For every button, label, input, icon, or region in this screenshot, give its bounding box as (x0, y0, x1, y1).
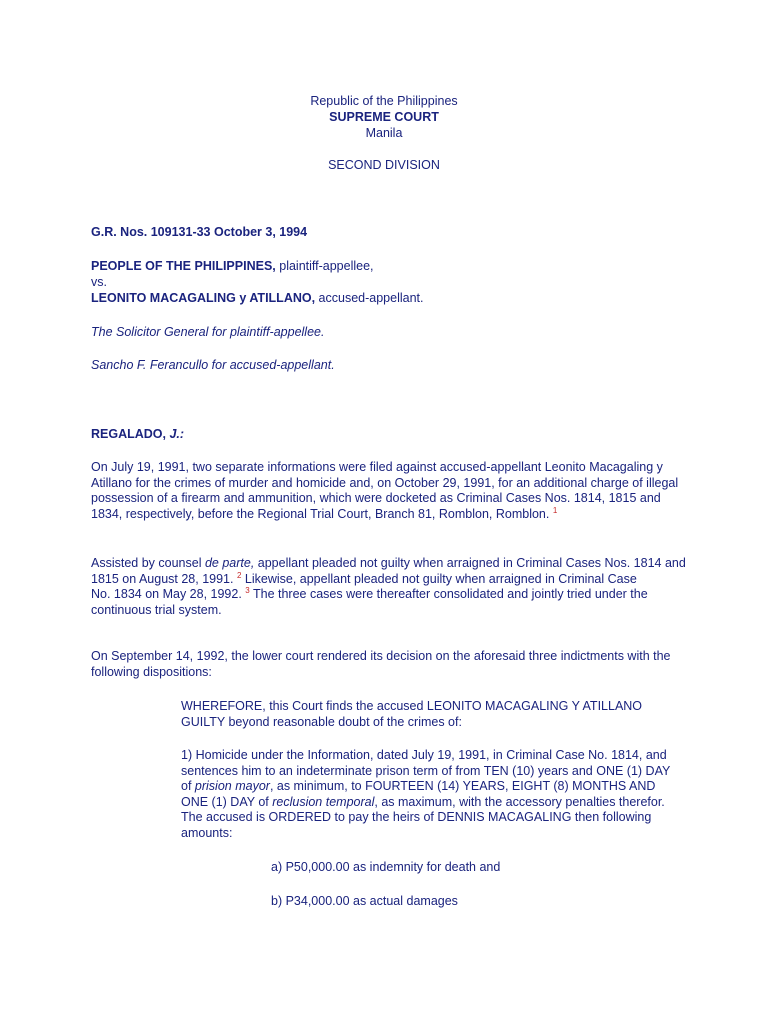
counsel-plaintiff: The Solicitor General for plaintiff-appellee. (91, 325, 325, 339)
counsel-accused: Sancho F. Ferancullo for accused-appellant. (91, 358, 335, 372)
ponente (91, 427, 691, 443)
quote-wherefore: WHEREFORE, this Court finds the accused LEONITO MACAGALING Y ATILLANO GUILTY beyond reasonable doubt of the crimes of: (181, 699, 643, 729)
paragraph-2-text-a: Assisted by counsel (91, 556, 205, 570)
ponente-title: J.: (169, 427, 185, 441)
accused-role: accused-appellant. (315, 291, 424, 305)
paragraph-2-text-e: The three cases were thereafter consolidated and jointly tried under the continuous trial system. (91, 587, 648, 617)
case-number: G.R. Nos. 109131-33 October 3, 1994 (91, 225, 308, 239)
quote-sub-a: a) P50,000.00 as indemnity for death and (271, 860, 501, 874)
footnote-2-link[interactable]: 2 (236, 570, 242, 580)
paragraph-2-text-b: appellant pleaded not guilty when arraigned in Criminal Cases Nos. 1814 and 1815 on August 28, 1991. (91, 556, 686, 586)
accused-line (91, 291, 691, 307)
court-name: SUPREME COURT (329, 110, 439, 124)
quote-item-1-text-a: 1) Homicide under the Information, dated July 19, 1991, in Criminal Case No. 1814, and sentences him to an indeterminate prison term of from TEN (10) years and ONE (1) DAY of (181, 748, 671, 793)
paragraph-2-text-c: Likewise, appellant pleaded not guilty when arraigned in Criminal Case (241, 571, 637, 586)
court-city: Manila (365, 126, 403, 140)
ponente-name: REGALADO, (91, 427, 170, 441)
plaintiff-line (91, 259, 691, 275)
plaintiff-name: PEOPLE OF THE PHILIPPINES, (91, 259, 276, 273)
footnote-3-link[interactable]: 3 (245, 585, 250, 595)
quote-item-1-text-b: , as minimum, to FOURTEEN (14) YEARS, EIGHT (8) MONTHS AND ONE (1) DAY of (181, 779, 656, 809)
republic-line: Republic of the Philippines (310, 94, 458, 108)
quote-item-1 (181, 748, 681, 841)
versus: vs. (91, 275, 107, 289)
quote-item-1-text-c: , as maximum, with the accessory penalties therefor. The accused is ORDERED to pay the heirs of DENNIS MACAGALING then following amounts: (181, 794, 665, 840)
plaintiff-role: plaintiff-appellee, (275, 259, 374, 273)
footnote-1-link[interactable]: 1 (552, 505, 558, 515)
quote-item-1-term-1: prision mayor (194, 779, 270, 793)
quote-sub-b: b) P34,000.00 as actual damages (271, 894, 458, 908)
paragraph-3: On September 14, 1992, the lower court rendered its decision on the aforesaid three indictments with the following dispositions: (91, 649, 671, 679)
paragraph-1 (91, 460, 691, 522)
division-name: SECOND DIVISION (328, 158, 440, 172)
quote-item-1-term-2: reclusion temporal (272, 794, 375, 809)
accused-name: LEONITO MACAGALING y ATILLANO, (91, 291, 316, 305)
paragraph-1-text: On July 19, 1991, two separate informations were filed against accused-appellant Leonito Macagaling y Atillano for the crimes of murder and homicide and, on October 29, 1991, for an additional charge of illegal possession of a firearm and ammunition, which were docketed as Criminal Cases Nos. 1814, 1815 and 1834, respectively, before the Regional Trial Court, Branch 81, Romblon, Romblon. (91, 460, 679, 521)
paragraph-2-text-d: No. 1834 on May 28, 1992. (91, 587, 246, 601)
paragraph-2 (91, 556, 691, 618)
paragraph-2-latin-term: de parte, (204, 556, 255, 570)
